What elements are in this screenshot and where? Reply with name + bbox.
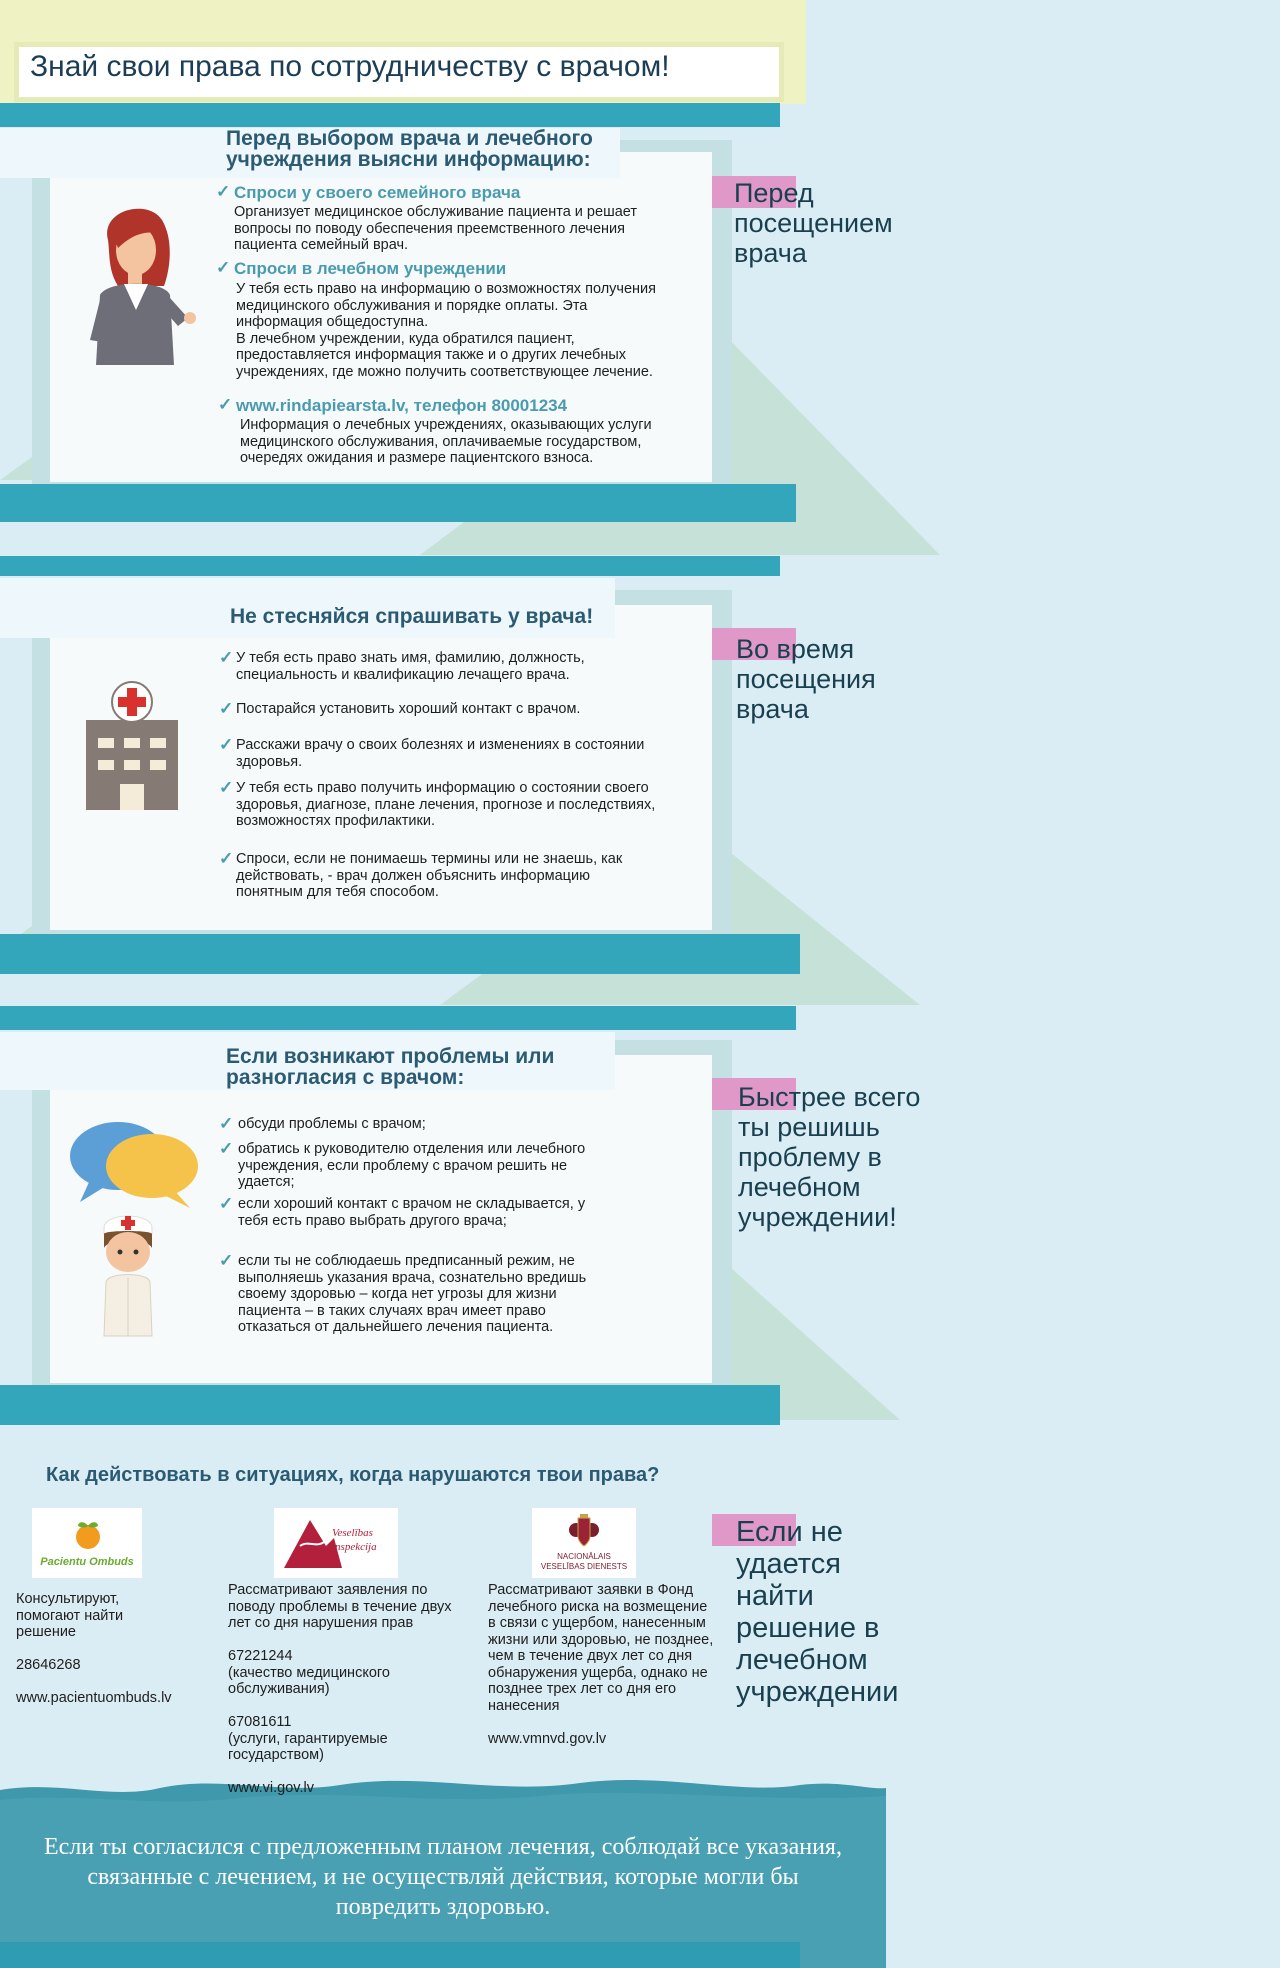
veselibas-inspekcija-logo-text: Veselības inspekcija: [332, 1527, 377, 1553]
org2-info: Рассматривают заявления по поводу проблемы в течение двух лет со дня нарушения прав 67221244 (качество медицинского обслуживания) 67081611 (услуги, гарантируемые государством) www.vi.gov.lv: [228, 1582, 452, 1796]
section3-bottom-bar: [0, 1385, 780, 1425]
speech-bubbles-icon: [66, 1120, 202, 1210]
section1-item1-text: Организует медицинское обслуживание пациента и решает вопросы по поводу обеспечения преемственного лечения пациента семейный врач.: [234, 204, 637, 253]
closing-message: Если ты согласился с предложенным планом лечения, соблюдай все указания, связанные с лечением, и не осуществляй действия, которые могли бы повредить здоровью.: [44, 1834, 842, 1920]
section3-item4: если ты не соблюдаешь предписанный режим, не выполняешь указания врача, сознательно вредишь своему здоровью – когда нет угрозы для жизни пациента – в таких случаях врач имеет право отказаться от дальнейшего лечения пациента.: [238, 1253, 587, 1335]
orange-logo-icon: [74, 1520, 102, 1550]
check-icon: ✓: [219, 849, 234, 868]
section2-item4: У тебя есть право получить информацию о состоянии своего здоровья, диагнозе, плане лечения, прогнозе и последствиях, возможностях профилактики.: [236, 780, 656, 829]
section2-item5: Спроси, если не понимаешь термины или не знаешь, как действовать, - врач должен объяснить информацию понятным для тебя способом.: [236, 851, 623, 900]
check-icon: ✓: [219, 648, 234, 667]
section2-top-bar: [0, 556, 780, 576]
check-icon: ✓: [219, 778, 234, 797]
check-icon: ✓: [216, 258, 231, 277]
check-icon: ✓: [219, 1114, 234, 1133]
check-icon: ✓: [218, 395, 233, 414]
check-icon: ✓: [219, 735, 234, 754]
footer-bottom-bar: [0, 1942, 800, 1968]
hospital-icon: [76, 680, 188, 810]
check-icon: ✓: [219, 1194, 234, 1213]
section1-item2-text: У тебя есть право на информацию о возможностях получения медицинского обслуживания и порядке оплаты. Эта информация общедоступна. В лечебном учреждении, куда обратился пациент, предоставляется информация также и о других лечебных учреждениях, где можно получить соответствующее лечение.: [236, 281, 656, 380]
section3-heading: Если возникают проблемы или разногласия с врачом:: [226, 1045, 555, 1089]
pacientu-ombuds-logo: [32, 1508, 142, 1578]
section4-heading: Как действовать в ситуациях, когда нарушаются твои права?: [46, 1464, 660, 1486]
section1-top-bar: [0, 103, 780, 127]
coat-of-arms-icon: [568, 1512, 600, 1548]
nurse-icon: [98, 1208, 158, 1338]
section1-bottom-bar: [0, 484, 796, 522]
section3-item3: если хороший контакт с врачом не складывается, у тебя есть право выбрать другого врача;: [238, 1196, 586, 1229]
check-icon: ✓: [219, 1251, 234, 1270]
section1-item2-title: Спроси в лечебном учреждении: [234, 259, 507, 278]
org3-info: Рассматривают заявки в Фонд лечебного риска на возмещение в связи с ущербом, нанесенным жизни или здоровью, не позднее, чем в течение двух лет со дня обнаружения ущерба, однако не позднее трех лет со дня его нанесения www.vmnvd.gov.lv: [488, 1582, 714, 1747]
section1-item3-text: Информация о лечебных учреждениях, оказывающих услуги медицинского обслуживания, оплачиваемые государством, очередях ожидания и размере пациентского взноса.: [240, 417, 652, 466]
section3-side-text: Быстрее всего ты решишь проблему в лечебном учреждении!: [738, 1082, 921, 1232]
section2-item2: Постарайся установить хороший контакт с врачом.: [236, 701, 581, 717]
pacientu-ombuds-logo-text: Pacientu Ombuds: [40, 1556, 134, 1568]
org1-info: Консультируют, помогают найти решение 28646268 www.pacientuombuds.lv: [16, 1591, 172, 1706]
section1-item3-link[interactable]: www.rindapiearsta.lv, телефон 80001234: [236, 396, 568, 415]
section2-item1: У тебя есть право знать имя, фамилию, должность, специальность и квалификацию лечащего врача.: [236, 650, 585, 683]
section3-item2: обратись к руководителю отделения или лечебного учреждения, если проблему с врачом решить не удается;: [238, 1141, 586, 1190]
section1-heading: Перед выбором врача и лечебного учреждения выясни информацию:: [226, 127, 593, 171]
check-icon: ✓: [216, 182, 231, 201]
section2-heading: Не стесняйся спрашивать у врача!: [230, 605, 594, 628]
check-icon: ✓: [219, 1139, 234, 1158]
page-title: Знай свои права по сотрудничеству с врачом!: [30, 50, 670, 83]
section2-side-text: Во время посещения врача: [736, 634, 876, 724]
section2-bottom-bar: [0, 934, 800, 974]
section1-item1-title: Спроси у своего семейного врача: [234, 183, 521, 202]
nvd-logo-text: NACIONĀLAIS VESELĪBAS DIENESTS: [540, 1552, 628, 1571]
section4-side-text: Если не удается найти решение в лечебном учреждении: [736, 1516, 899, 1708]
section1-side-text: Перед посещением врача: [734, 178, 893, 268]
section2-item3: Расскажи врачу о своих болезнях и изменениях в состоянии здоровья.: [236, 737, 645, 770]
check-icon: ✓: [219, 699, 234, 718]
section3-top-bar: [0, 1006, 796, 1030]
veselibas-inspekcija-logo: [274, 1508, 398, 1578]
doctor-woman-icon: [78, 200, 198, 365]
section3-item1: обсуди проблемы с врачом;: [238, 1116, 426, 1132]
nvd-logo: [532, 1508, 636, 1578]
